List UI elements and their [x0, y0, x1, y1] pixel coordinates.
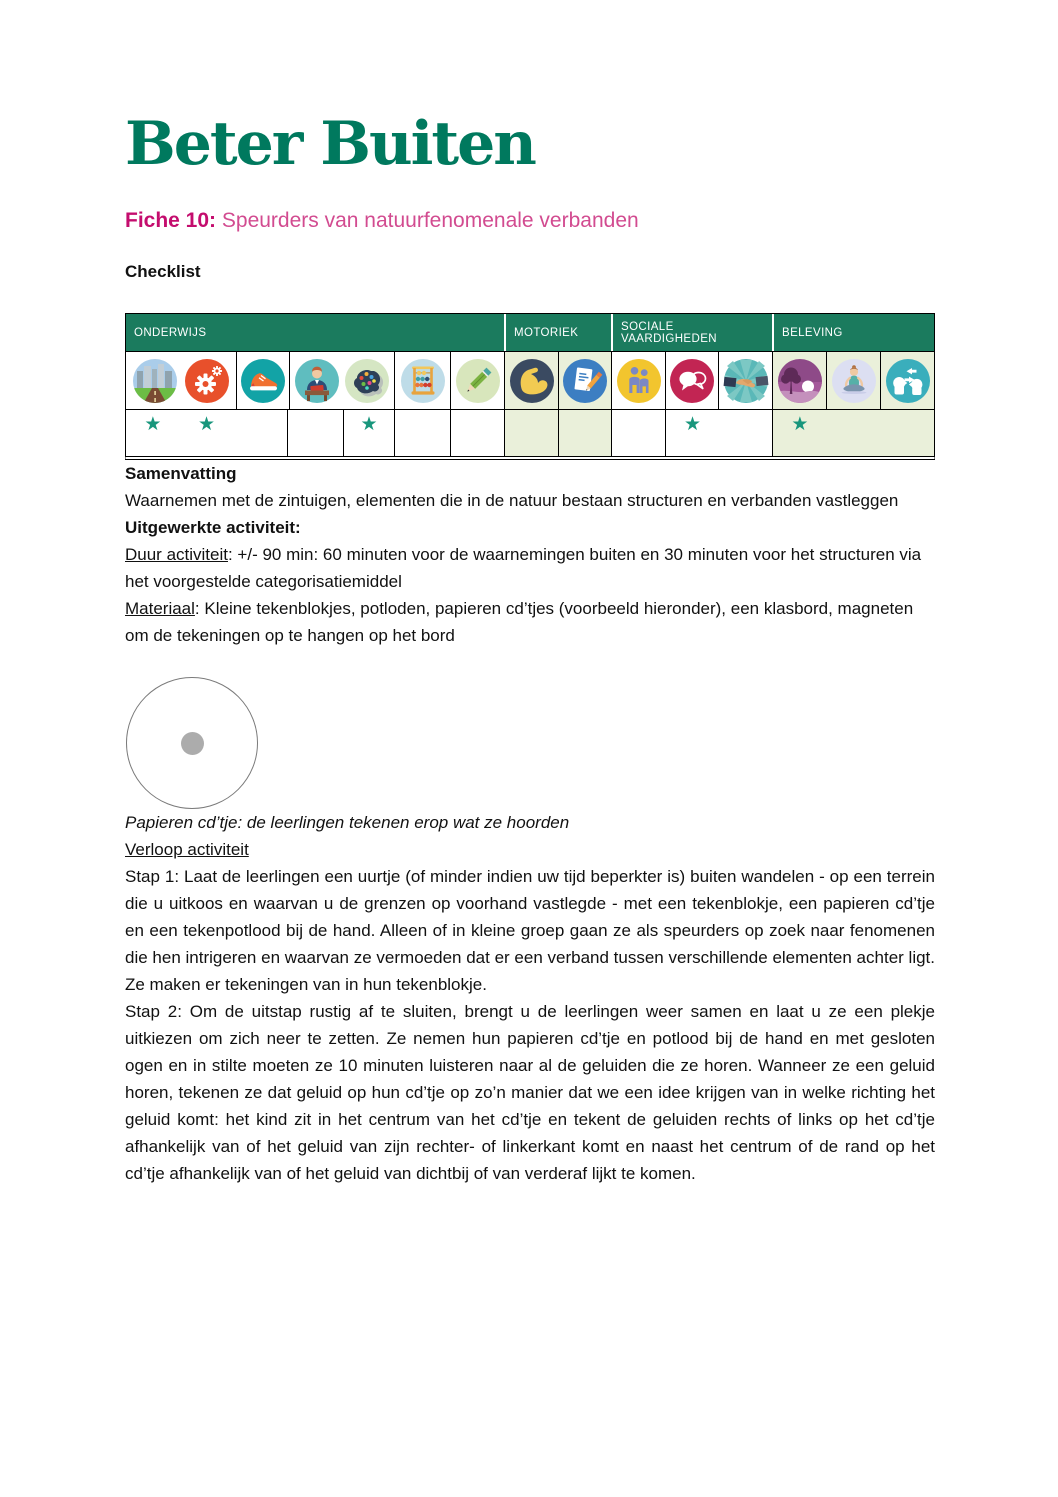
star-slot	[719, 410, 772, 456]
star-slot	[827, 410, 881, 456]
checklist-star-cell	[665, 410, 772, 456]
checklist-column-sociale-vaardigheden: SOCIALE VAARDIGHEDEN	[611, 314, 772, 351]
checklist-icon-cell	[772, 352, 826, 409]
checklist-star-cell	[611, 410, 665, 456]
checklist-column-onderwijs: ONDERWIJS	[126, 314, 504, 351]
star-slot	[880, 410, 934, 456]
meditation-icon	[831, 358, 877, 404]
star-slot	[126, 410, 180, 456]
star-slot	[451, 410, 504, 456]
sneaker-icon	[240, 358, 286, 404]
checklist-heading: Checklist	[125, 262, 201, 281]
samenvatting-text: Waarnemen met de zintuigen, elementen die in de natuur bestaan structuren en verbanden vastleggen	[125, 491, 899, 510]
checklist-star-row	[126, 409, 934, 456]
city-skyline-icon	[132, 358, 178, 404]
materiaal-paragraph	[125, 595, 935, 649]
checklist-header-row	[126, 314, 934, 351]
materiaal-text: : Kleine tekenblokjes, potloden, papieren cd’tjes (voorbeeld hieronder), een klasbord, magneten om de tekeningen op te hangen op het bord	[125, 599, 914, 645]
star-slot	[288, 410, 343, 456]
fiche-title: Speurders van natuurfenomenale verbanden	[216, 209, 639, 232]
teacher-desk-icon	[294, 358, 340, 404]
duur-activiteit-paragraph	[125, 541, 935, 595]
two-people-icon	[616, 358, 662, 404]
star-slot	[559, 410, 611, 456]
pencil-icon	[455, 358, 501, 404]
speech-bubbles-icon	[669, 358, 715, 404]
checklist-icon-cell	[289, 352, 394, 409]
star-slot	[773, 410, 827, 456]
checklist-icon-cell	[126, 352, 236, 409]
star-icon: ★	[144, 414, 162, 435]
checklist-icon-cell	[558, 352, 611, 409]
checklist-icon-cell	[665, 352, 718, 409]
checklist-icon-cell	[718, 352, 772, 409]
handshake-icon	[723, 358, 769, 404]
checklist-icon-cell	[236, 352, 289, 409]
star-icon: ★	[791, 414, 809, 435]
checklist-star-cell	[126, 410, 287, 456]
checklist-icon-cell	[504, 352, 558, 409]
document-pencil-icon	[562, 358, 608, 404]
checklist-column-motoriek: MOTORIEK	[504, 314, 611, 351]
checklist-star-cell	[504, 410, 558, 456]
star-slot	[233, 410, 287, 456]
tree-moon-icon	[777, 358, 823, 404]
star-slot	[505, 410, 558, 456]
star-icon: ★	[197, 414, 216, 435]
stap1-paragraph: Stap 1: Laat de leerlingen een uurtje (of minder indien uw tijd beperkter is) buiten wandelen - op een terrein die u uitkoos en waarvan u de grenzen op voorhand vastlegde - met een tekenblokje, een papieren cd’tje en een tekenpotlood bij de hand. Alleen of in kleine groep gaan ze als speurders op zoek naar fenomenen die hen intrigeren en waarvan ze vermoeden dat er een verband tussen verschillende elementen achter ligt. Ze maken er tekeningen van in hun tekenblokje.	[125, 867, 935, 994]
star-slot	[344, 410, 394, 456]
verloop-activiteit-heading	[125, 836, 935, 863]
cd-center-dot	[181, 732, 204, 755]
checklist-icon-cell	[826, 352, 880, 409]
checklist-star-cell	[394, 410, 450, 456]
profiles-exchange-icon	[885, 358, 931, 404]
gears-icon	[184, 358, 230, 404]
fiche-heading	[125, 208, 935, 234]
star-icon: ★	[360, 414, 378, 435]
creative-brain-icon	[344, 358, 390, 404]
checklist-column-beleving: BELEVING	[772, 314, 934, 351]
checklist-table	[125, 313, 935, 460]
samenvatting-heading: Samenvatting	[125, 464, 237, 483]
star-slot	[612, 410, 665, 456]
star-slot	[180, 410, 234, 456]
paper-cd-figure	[126, 677, 258, 809]
star-icon: ★	[683, 414, 702, 435]
cd-caption: Papieren cd’tje: de leerlingen tekenen erop wat ze hoorden	[125, 813, 570, 832]
checklist-star-cell	[772, 410, 934, 456]
checklist-icon-cell	[450, 352, 504, 409]
star-slot	[395, 410, 450, 456]
checklist-icon-cell	[611, 352, 665, 409]
beter-buiten-logo: Beter Buiten	[125, 109, 535, 179]
checklist-icon-cell	[394, 352, 450, 409]
checklist-star-cell	[343, 410, 394, 456]
muscle-arm-icon	[509, 358, 555, 404]
checklist-icon-row	[126, 351, 934, 409]
verloop-activiteit-label: Verloop activiteit	[125, 840, 249, 859]
materiaal-label: Materiaal	[125, 599, 195, 618]
checklist-star-cell	[287, 410, 343, 456]
star-slot	[666, 410, 719, 456]
checklist-icon-cell	[880, 352, 934, 409]
fiche-number-label: Fiche 10:	[125, 209, 217, 232]
checklist-star-cell	[450, 410, 504, 456]
duur-activiteit-text: : +/- 90 min: 60 minuten voor de waarnemingen buiten en 30 minuten voor het structuren via het voorgestelde categorisatiemiddel	[125, 545, 922, 591]
abacus-icon	[400, 358, 446, 404]
uitgewerkte-activiteit-heading: Uitgewerkte activiteit:	[125, 518, 301, 537]
checklist-star-cell	[558, 410, 611, 456]
stap2-paragraph: Stap 2: Om de uitstap rustig af te sluiten, brengt u de leerlingen weer samen en laat u ze een plekje uitkiezen om zich neer te zetten. Ze nemen hun papieren cd’tje en potlood bij de hand en met gesloten ogen en in stilte moeten ze 10 minuten luisteren naar al de geluiden die ze horen. Wanneer ze een geluid horen, tekenen ze dat geluid op hun cd’tje op zo’n manier dat we een idee krijgen van in welke richting het geluid komt: het kind zit in het centrum van het cd’tje en tekent de geluiden rechts of links op het cd’tje afhankelijk van of het geluid van zijn rechter- of linkerkant komt en naast het centrum of de rand op het cd’tje afhankelijk van of het geluid van dichtbij of van verderaf lijkt te komen.	[125, 1002, 935, 1183]
duur-activiteit-label: Duur activiteit	[125, 545, 228, 564]
